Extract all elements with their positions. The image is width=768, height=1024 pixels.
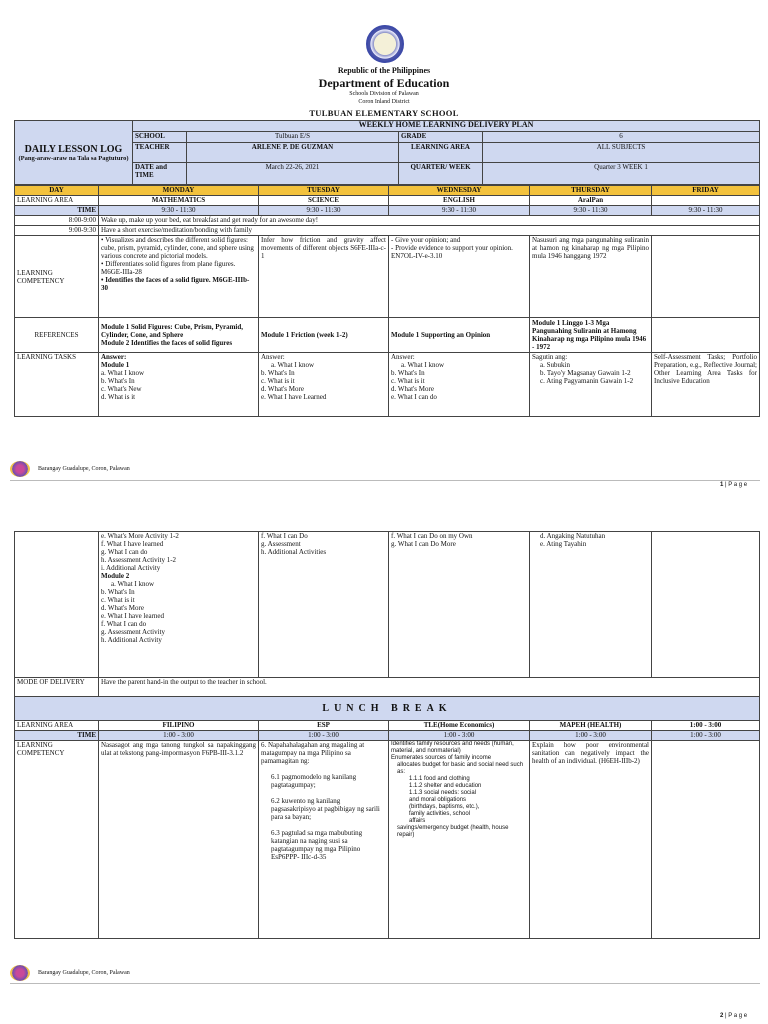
lt-wednesday-cont — [389, 532, 530, 678]
module2-label: Module 2 — [101, 572, 130, 580]
ref-tuesday: Module 1 Friction (week 1-2) — [259, 318, 389, 353]
task-item: d. What's More — [101, 604, 144, 612]
task-item: c. Ating Pagyamanin Gawain 1-2 — [540, 377, 634, 385]
lc-tuesday: Infer how friction and gravity affect movements of different objects S6FE-IIIa-c-1 — [259, 236, 389, 318]
lt-monday-answer: Answer: — [101, 353, 127, 361]
plan-title: WEEKLY HOME LEARNING DELIVERY PLAN — [133, 121, 760, 132]
info-table — [14, 120, 760, 185]
task-item: c. What's New — [101, 385, 142, 393]
grade-label: GRADE — [399, 132, 483, 143]
time-monday: 1:00 - 3:00 — [99, 731, 259, 741]
lc-wednesday-4: 1.1.1 food and clothing — [409, 776, 470, 782]
time-label: TIME — [15, 731, 99, 741]
lt-monday-module1: Module 1 — [101, 361, 130, 369]
lc-tuesday — [259, 741, 389, 939]
district-heading: Coron Inland District — [358, 99, 410, 105]
dll-subtitle: (Pang-araw-araw na Tala sa Pagtuturo) — [18, 154, 129, 162]
lt-tuesday-cont — [259, 532, 389, 678]
task-item: d. What's More — [391, 385, 434, 393]
task-item: e. What I have Learned — [261, 393, 327, 401]
ref-monday-1: Module 1 Solid Figures: Cube, Prism, Pyramid, Cylinder, Cone, and Sphere — [101, 323, 244, 339]
la-monday: MATHEMATICS — [99, 196, 259, 206]
lt-thursday-answer: Sagutin ang: — [532, 353, 568, 361]
department-heading: Department of Education — [318, 76, 450, 90]
page-number-1 — [720, 482, 747, 488]
la-monday: FILIPINO — [99, 721, 259, 731]
school-heading: TULBUAN ELEMENTARY SCHOOL — [309, 108, 459, 118]
task-item: h. Assessment Activity 1-2 — [101, 556, 177, 564]
page-label: | P a g e — [725, 1013, 748, 1019]
lt-tuesday-answer: Answer: — [261, 353, 285, 361]
task-item: h. Additional Activities — [261, 548, 327, 556]
footer-logo — [10, 461, 30, 477]
lc-wednesday-2: - Provide evidence to support your opinion. EN7OL-IV-e-3.10 — [391, 244, 513, 260]
teacher-value: ARLENE P. DE GUZMAN — [187, 143, 399, 163]
lc-wednesday — [389, 741, 530, 939]
task-item: e. What's More Activity 1-2 — [101, 532, 179, 540]
page-number-2 — [720, 1013, 747, 1019]
task-item: d. What's More — [261, 385, 304, 393]
task-item: g. Assessment Activity — [101, 628, 165, 636]
lc-wednesday-3: allocates budget for basic and social need such as: — [397, 762, 524, 775]
lc-thursday: Explain how poor environmental sanitation can negatively impact the health of an individual. (H6EH-IIIb-2) — [530, 741, 652, 939]
lt-tuesday — [259, 353, 389, 417]
learning-area-label: LEARNING AREA — [15, 721, 99, 731]
lc-monday-1: • Visualizes and describes the different solid figures: cube, prism, pyramid, cylinder, cone, and sphere using various concrete and pictorial models. — [101, 236, 254, 260]
la-thursday: MAPEH (HEALTH) — [530, 721, 652, 731]
lc-friday — [652, 741, 760, 939]
la-friday: 1:00 - 3:00 — [652, 721, 760, 731]
lc-friday — [652, 236, 760, 318]
ref-wednesday: Module 1 Supporting an Opinion — [389, 318, 530, 353]
time-wednesday: 9:30 - 11:30 — [389, 206, 530, 216]
mode-label: MODE OF DELIVERY — [15, 678, 99, 697]
task-item: d. Angaking Natutuhan — [540, 532, 606, 540]
task-item: b. What's In — [101, 377, 135, 385]
lt-wednesday-answer: Answer: — [391, 353, 415, 361]
task-item: b. What's In — [261, 369, 295, 377]
la-wednesday: ENGLISH — [389, 196, 530, 206]
lc-tuesday-2: 6.1 pagmomodelo ng kanilang pagtatagumpay; — [271, 773, 357, 789]
page-number-value: 2 — [720, 1013, 724, 1019]
task-item: g. What I can do — [101, 548, 148, 556]
task-item: b. What's In — [101, 588, 135, 596]
task-item: b. Tayo'y Magsanay Gawain 1-2 — [540, 369, 631, 377]
schedule-table-page-1 — [14, 185, 760, 417]
lt-monday-cont — [99, 532, 259, 678]
task-item: a. What I know — [401, 361, 445, 369]
lc-wednesday-1: Identifies family resources and needs (human, material, and nonmaterial) — [391, 741, 514, 754]
la-thursday: AralPan — [530, 196, 652, 206]
lt-friday-cont — [652, 532, 760, 678]
time-slot-2-activity: Have a short exercise/meditation/bonding with family — [99, 226, 760, 236]
learning-area-label: LEARNING AREA — [15, 196, 99, 206]
mode-text: Have the parent hand-in the output to the teacher in school. — [99, 678, 760, 697]
day-label: DAY — [15, 186, 99, 196]
task-item: e. What I have learned — [101, 612, 165, 620]
time-slot-1: 8:00-9:00 — [15, 216, 99, 226]
lc-wednesday — [389, 236, 530, 318]
quarter-label: QUARTER/ WEEK — [399, 163, 483, 185]
task-item: f. What I can Do — [261, 532, 308, 540]
lc-wednesday-5: 1.1.2 shelter and education — [409, 783, 482, 789]
footer-divider — [10, 983, 760, 984]
school-label: SCHOOL — [133, 132, 187, 143]
schedule-table-page-2 — [14, 531, 760, 939]
time-wednesday: 1:00 - 3:00 — [389, 731, 530, 741]
day-thursday: THURSDAY — [530, 186, 652, 196]
task-item: c. What is it — [101, 596, 135, 604]
lc-monday — [99, 236, 259, 318]
learning-tasks-label: LEARNING TASKS — [15, 353, 99, 417]
lc-wednesday-1: - Give your opinion; and — [391, 236, 461, 244]
task-item: b. What's In — [391, 369, 425, 377]
task-item: h. Additional Activity — [101, 636, 162, 644]
footer-logo — [10, 965, 30, 981]
task-item: a. Subukin — [540, 361, 570, 369]
lt-thursday-cont — [530, 532, 652, 678]
lc-wednesday-2: Enumerates sources of family income — [391, 755, 492, 761]
footer-address: Barangay Guadalupe, Coron, Palawan — [38, 466, 130, 472]
task-item: i. Additional Activity — [101, 564, 161, 572]
task-item: f. What I have learned — [101, 540, 164, 548]
task-item: g. What I can Do More — [391, 540, 456, 548]
task-item: a. What I know — [271, 361, 315, 369]
page-number-value: 1 — [720, 482, 724, 488]
la-tuesday: SCIENCE — [259, 196, 389, 206]
lc-tuesday-4: 6.3 pagtulad sa mga mabubuting katangian na naging susi sa pagtatagumpay ng mga Pilipino EsP6PPP- IIIc-d-35 — [271, 829, 363, 861]
quarter-value: Quarter 3 WEEK 1 — [483, 163, 760, 185]
lc-thursday: Nasusuri ang mga pangunahing suliranin at hamon ng kinaharap ng mga Pilipino mula 1946 hanggang 1972 — [530, 236, 652, 318]
lt-thursday — [530, 353, 652, 417]
task-item: d. What is it — [101, 393, 136, 401]
day-tuesday: TUESDAY — [259, 186, 389, 196]
lc-tuesday-1: 6. Napahahalagahan ang magaling at matagumpay na mga Pilipino sa pamamagitan ng: — [261, 741, 365, 765]
school-value: Tulbuan E/S — [187, 132, 399, 143]
task-item: c. What is it — [391, 377, 425, 385]
deped-seal-logo — [366, 25, 404, 63]
lc-tuesday-3: 6.2 kuwento ng kanilang pagsasakripisyo at pagbibigay ng sarili para sa bayan; — [271, 797, 380, 821]
time-monday: 9:30 - 11:30 — [99, 206, 259, 216]
ref-thursday: Module 1 Linggo 1-3 Mga Pangunahing Suliranin at Hamong Kinaharap ng mga Pilipino mula 1946 - 1972 — [530, 318, 652, 353]
task-item: f. What I can do — [101, 620, 147, 628]
task-item: g. Assessment — [261, 540, 301, 548]
grade-value: 6 — [483, 132, 760, 143]
lc-label: LEARNING COMPETENCY — [15, 236, 99, 318]
day-monday: MONDAY — [99, 186, 259, 196]
lc-wednesday-6: 1.1.3 social needs: social and moral obligations (birthdays, baptisms, etc.), family activities, school affairs — [409, 790, 480, 824]
lc-monday: Nasasagot ang mga tanong tungkol sa napakinggang ulat at tekstong pang-impormasyon F6PB-III-3.1.2 — [99, 741, 259, 939]
dll-title-cell — [15, 121, 133, 185]
time-slot-1-activity: Wake up, make up your bed, eat breakfast and get ready for an awesome day! — [99, 216, 760, 226]
teacher-label: TEACHER — [133, 143, 187, 163]
area-value: ALL SUBJECTS — [483, 143, 760, 163]
lc-wednesday-7: savings/emergency budget (health, house repair) — [397, 825, 509, 838]
task-item: c. What is it — [261, 377, 295, 385]
time-slot-2: 9:00-9:30 — [15, 226, 99, 236]
footer-divider — [10, 480, 760, 481]
lunch-break-banner: LUNCH BREAK — [15, 697, 760, 721]
lt-wednesday — [389, 353, 530, 417]
lt-monday — [99, 353, 259, 417]
ref-friday — [652, 318, 760, 353]
task-item: a. What I know — [111, 580, 155, 588]
time-friday: 9:30 - 11:30 — [652, 206, 760, 216]
day-friday: FRIDAY — [652, 186, 760, 196]
date-label: DATE and TIME — [133, 163, 187, 185]
lc-monday-2: • Differentiates solid figures from plane figures. M6GE-IIIa-28 — [101, 260, 236, 276]
task-item: f. What I can Do on my Own — [391, 532, 473, 540]
footer-address: Barangay Guadalupe, Coron, Palawan — [38, 970, 130, 976]
task-item: a. What I know — [101, 369, 145, 377]
ref-monday — [99, 318, 259, 353]
la-wednesday: TLE(Home Economics) — [389, 721, 530, 731]
time-label: TIME — [15, 206, 99, 216]
time-thursday: 9:30 - 11:30 — [530, 206, 652, 216]
la-tuesday: ESP — [259, 721, 389, 731]
time-tuesday: 1:00 - 3:00 — [259, 731, 389, 741]
lt-label-cont — [15, 532, 99, 678]
division-heading: Schools Division of Palawan — [349, 91, 419, 97]
date-value: March 22-26, 2021 — [187, 163, 399, 185]
task-item: e. Ating Tayahin — [540, 540, 587, 548]
dll-title: DAILY LESSON LOG — [24, 143, 123, 155]
time-tuesday: 9:30 - 11:30 — [259, 206, 389, 216]
time-thursday: 1:00 - 3:00 — [530, 731, 652, 741]
page-label: | P a g e — [725, 482, 748, 488]
la-friday — [652, 196, 760, 206]
ref-monday-2: Module 2 Identifies the faces of solid figures — [101, 339, 233, 347]
day-wednesday: WEDNESDAY — [389, 186, 530, 196]
republic-heading: Republic of the Philippines — [337, 66, 431, 75]
task-item: e. What I can do — [391, 393, 437, 401]
lc-monday-3: • Identifies the faces of a solid figure. M6GE-IIIb-30 — [101, 276, 250, 292]
lc-label: LEARNING COMPETENCY — [15, 741, 99, 939]
lt-friday: Self-Assessment Tasks; Portfolio Preparation, e.g., Reflective Journal; Other Learning Area Tasks for Inclusive Education — [652, 353, 760, 417]
area-label: LEARNING AREA — [399, 143, 483, 163]
time-friday: 1:00 - 3:00 — [652, 731, 760, 741]
references-label: REFERENCES — [15, 318, 99, 353]
